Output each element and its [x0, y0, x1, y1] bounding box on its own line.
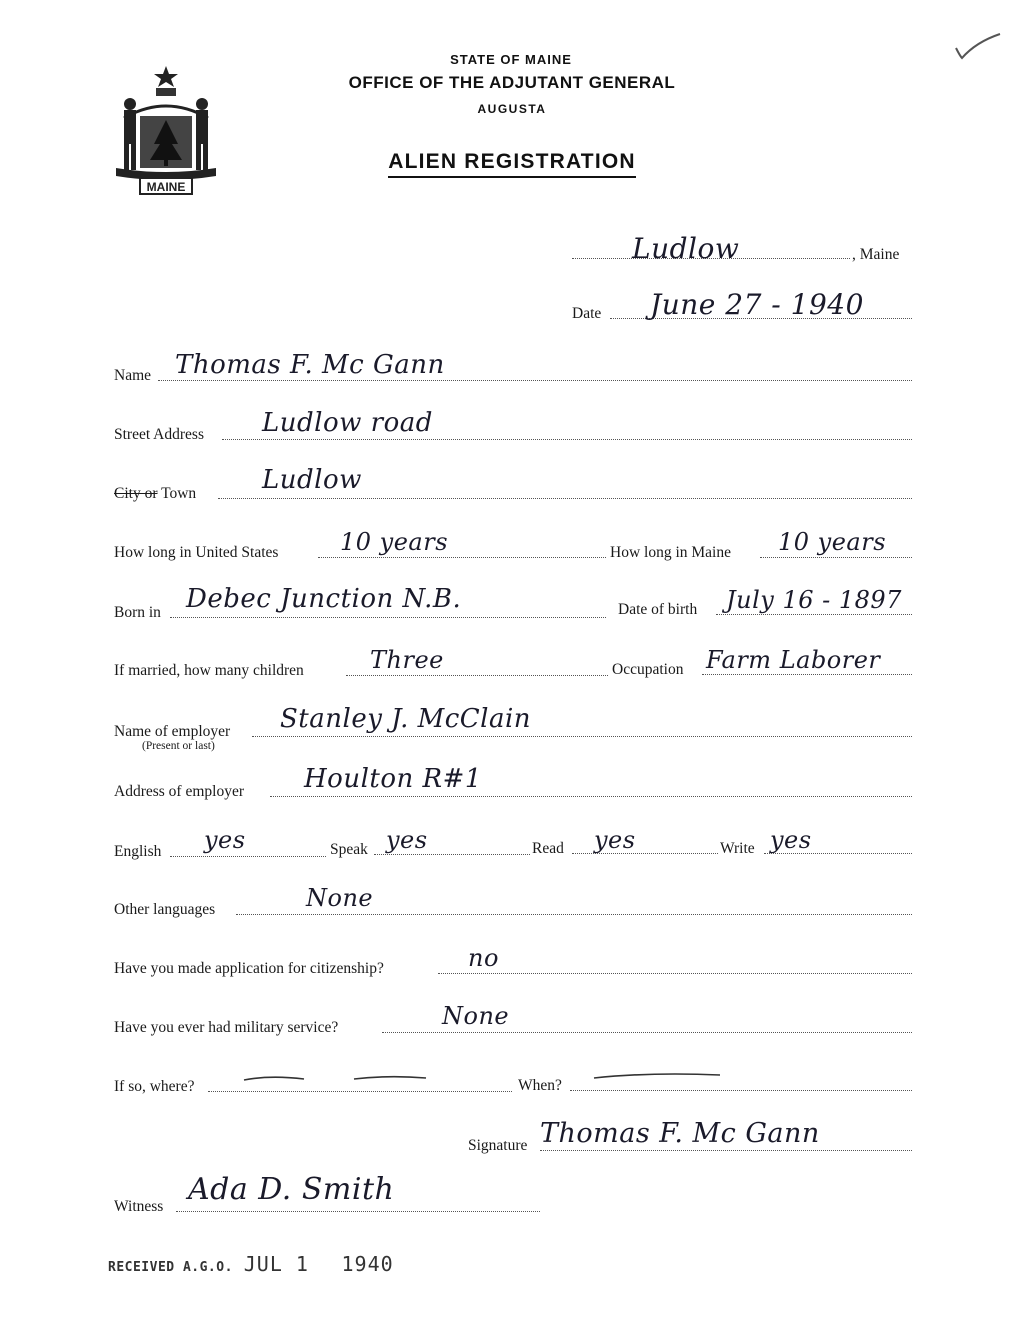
- military-label: Have you ever had military service?: [114, 1019, 339, 1036]
- street-label: Street Address: [114, 426, 204, 443]
- write-label: Write: [720, 840, 755, 857]
- signature-line: [540, 1150, 912, 1151]
- occupation-label: Occupation: [612, 661, 684, 678]
- read-label: Read: [532, 840, 564, 857]
- town-value: Ludlow: [262, 465, 362, 495]
- form-title: [0, 150, 1024, 174]
- speak-value: yes: [386, 826, 428, 854]
- received-stamp-year: 1940: [341, 1252, 394, 1276]
- children-value: Three: [370, 646, 444, 674]
- write-value: yes: [770, 826, 812, 854]
- when-dash-mark: [590, 1068, 730, 1084]
- other-languages-line: [236, 914, 912, 915]
- occupation-line: [702, 674, 912, 675]
- town-top-value: Ludlow: [632, 232, 740, 265]
- state-heading: STATE OF MAINE: [450, 52, 572, 67]
- when-line: [570, 1090, 912, 1091]
- dob-line: [716, 614, 912, 615]
- received-stamp-date: JUL 1: [243, 1252, 309, 1276]
- military-line: [382, 1032, 912, 1033]
- born-value: Debec Junction N.B.: [186, 584, 462, 614]
- witness-label: Witness: [114, 1198, 164, 1215]
- employer-sublabel: (Present or last): [142, 740, 215, 752]
- town-label-text: Town: [157, 485, 197, 502]
- speak-label: Speak: [330, 841, 368, 858]
- where-dash-marks: [240, 1070, 440, 1086]
- how-long-us-label: How long in United States: [114, 544, 279, 561]
- town-line: [218, 498, 912, 499]
- citizenship-label: Have you made application for citizenship?: [114, 960, 384, 977]
- read-value: yes: [594, 826, 636, 854]
- born-label: Born in: [114, 604, 161, 621]
- signature-label: Signature: [468, 1137, 528, 1154]
- employer-label: Name of employer: [114, 723, 231, 740]
- military-value: None: [442, 1002, 510, 1030]
- city-heading: AUGUSTA: [477, 102, 547, 116]
- occupation-value: Farm Laborer: [706, 646, 881, 674]
- other-languages-label: Other languages: [114, 901, 216, 918]
- how-long-maine-label: How long in Maine: [610, 544, 731, 561]
- how-long-maine-value: 10 years: [778, 528, 887, 556]
- dob-label: Date of birth: [618, 601, 698, 618]
- office-heading: OFFICE OF THE ADJUTANT GENERAL: [348, 73, 676, 92]
- children-line: [346, 675, 608, 676]
- town-label: [114, 485, 196, 503]
- employer-address-line: [270, 796, 912, 797]
- witness-value: Ada D. Smith: [188, 1172, 395, 1207]
- how-long-maine-line: [760, 557, 912, 558]
- witness-line: [176, 1211, 540, 1212]
- english-line: [170, 856, 326, 857]
- employer-value: Stanley J. McClain: [280, 704, 532, 734]
- name-line: [158, 380, 912, 381]
- employer-address-value: Houlton R#1: [304, 764, 482, 794]
- received-stamp-text: RECEIVED A.G.O.: [108, 1260, 233, 1275]
- seal-text: MAINE: [146, 180, 186, 194]
- english-value: yes: [204, 826, 246, 854]
- when-label: When?: [518, 1077, 562, 1094]
- employer-line: [252, 736, 912, 737]
- street-value: Ludlow road: [262, 408, 433, 438]
- citizenship-line: [438, 973, 912, 974]
- date-value: June 27 - 1940: [650, 288, 864, 321]
- where-line: [208, 1091, 512, 1092]
- children-label: If married, how many children: [114, 662, 304, 679]
- name-label: Name: [114, 367, 152, 384]
- maine-suffix: , Maine: [852, 246, 900, 263]
- english-label: English: [114, 843, 162, 860]
- how-long-us-line: [318, 557, 606, 558]
- date-label: Date: [572, 305, 602, 322]
- form-title-text: ALIEN REGISTRATION: [388, 150, 636, 178]
- other-languages-value: None: [306, 884, 374, 912]
- received-stamp: [108, 1252, 394, 1276]
- employer-address-label: Address of employer: [114, 783, 244, 800]
- born-line: [170, 617, 606, 618]
- signature-value: Thomas F. Mc Gann: [540, 1118, 820, 1149]
- how-long-us-value: 10 years: [340, 528, 449, 556]
- citizenship-value: no: [468, 944, 499, 972]
- speak-line: [374, 854, 530, 855]
- city-struck-label: City or: [114, 485, 158, 502]
- street-line: [222, 439, 912, 440]
- dob-value: July 16 - 1897: [726, 586, 902, 614]
- where-label: If so, where?: [114, 1078, 195, 1095]
- name-value: Thomas F. Mc Gann: [175, 350, 445, 380]
